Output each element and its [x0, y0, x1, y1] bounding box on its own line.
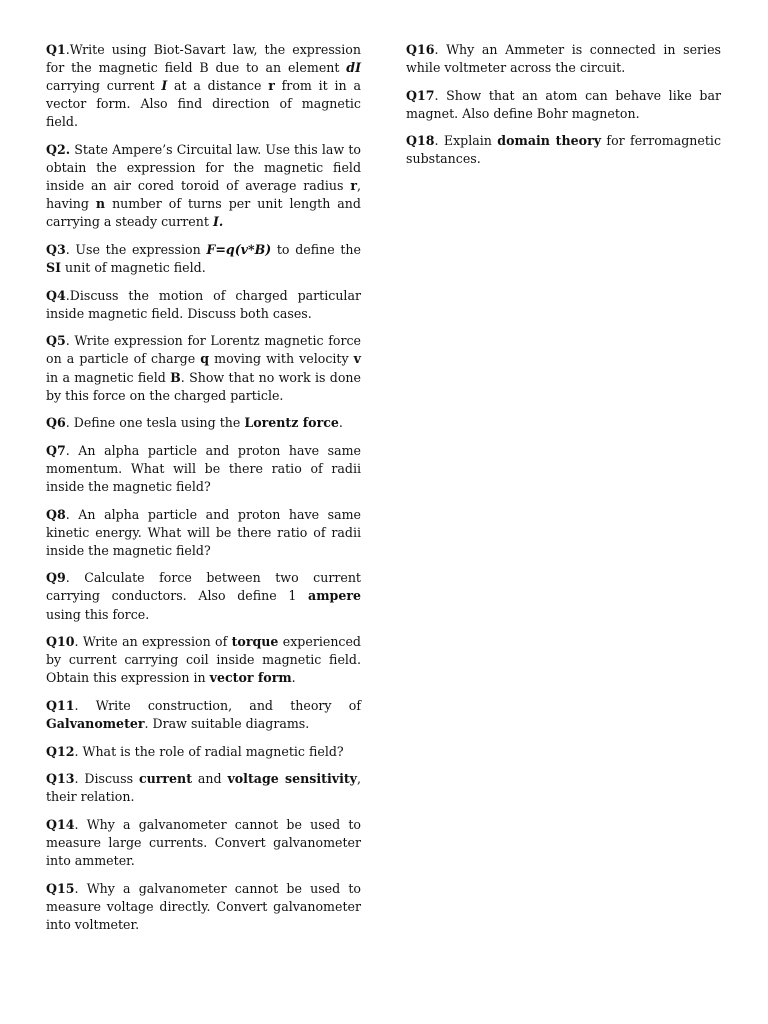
- question-number: Q1: [46, 42, 66, 57]
- question-number: Q17: [406, 87, 435, 103]
- question-q2: [46, 141, 361, 231]
- question-number: Q9: [46, 570, 66, 586]
- question-q7: [46, 442, 361, 496]
- emphasis-text: q: [200, 351, 210, 367]
- emphasis-text: F=q(v*B): [206, 241, 272, 257]
- emphasis-text: Lorentz force: [244, 415, 339, 431]
- question-q6: [46, 414, 361, 432]
- question-text: .Discuss the motion of charged particular inside magnetic field. Discuss both cases.: [46, 287, 361, 321]
- question-number: Q14: [46, 816, 75, 832]
- question-q15: [46, 880, 361, 934]
- emphasis-text: r: [268, 78, 275, 94]
- question-text: . Show that an atom can behave like bar magnet. Also define Bohr magneton.: [406, 87, 721, 121]
- question-text: at a distance: [167, 78, 269, 94]
- question-text: . Show that no work is done by this force on the charged particle.: [46, 369, 361, 403]
- emphasis-text: SI: [46, 260, 61, 276]
- question-text: . Why a galvanometer cannot be used to measure voltage directly. Convert galvanometer into voltmeter.: [46, 880, 361, 932]
- question-text: . Explain: [434, 133, 498, 149]
- emphasis-text: B: [170, 369, 181, 385]
- question-number: Q6: [46, 415, 66, 431]
- left-column: [46, 41, 361, 943]
- question-number: Q7: [46, 442, 66, 458]
- emphasis-text: ampere: [308, 588, 361, 604]
- question-number: Q3: [46, 241, 66, 257]
- question-text: . Discuss: [74, 771, 139, 787]
- emphasis-text: domain theory: [497, 133, 602, 149]
- right-column: [406, 41, 721, 178]
- emphasis-text: vector form: [209, 670, 292, 686]
- question-text: using this force.: [46, 606, 150, 622]
- question-q1: [46, 41, 361, 131]
- question-text: . Use the expression: [65, 241, 207, 257]
- question-text: . Define one tesla using the: [65, 415, 245, 431]
- question-number: Q8: [46, 506, 66, 522]
- question-q13: [46, 770, 361, 806]
- question-q5: [46, 332, 361, 404]
- question-number: Q5: [46, 333, 66, 349]
- question-text: . Calculate force between two current carrying conductors. Also define 1: [46, 570, 361, 604]
- question-number: Q11: [46, 697, 75, 713]
- question-q11: [46, 697, 361, 733]
- emphasis-text: voltage sensitivity: [227, 771, 357, 787]
- question-text: in a magnetic field: [46, 369, 171, 385]
- question-text: to define the: [271, 241, 361, 257]
- question-text: State Ampere’s Circuital law. Use this law to obtain the expression for the magnetic field inside an air cored toroid of average radius: [46, 141, 361, 194]
- emphasis-text: Galvanometer: [46, 716, 145, 731]
- question-q8: [46, 506, 361, 560]
- question-text: . Write expression for Lorentz magnetic force on a particle of charge: [46, 333, 361, 367]
- question-text: experienced by current carrying coil inside magnetic field. Obtain this expression in: [46, 634, 361, 686]
- question-q16: [406, 41, 721, 77]
- question-q17: [406, 87, 721, 123]
- question-number: Q4: [46, 287, 66, 303]
- question-text: . Why an Ammeter is connected in series while voltmeter across the circuit.: [406, 42, 721, 76]
- emphasis-text: dI: [346, 60, 361, 76]
- question-q10: [46, 633, 361, 687]
- question-text: . Draw suitable diagrams.: [144, 716, 310, 731]
- emphasis-text: torque: [231, 634, 279, 650]
- emphasis-text: v: [353, 351, 361, 367]
- emphasis-text: I: [161, 78, 168, 94]
- question-text: . Write an expression of: [74, 634, 232, 650]
- emphasis-text: r: [350, 178, 357, 194]
- question-number: Q15: [46, 880, 75, 896]
- question-text: carrying current: [46, 78, 162, 94]
- question-text: , their relation.: [46, 771, 362, 805]
- question-number: Q10: [46, 634, 75, 650]
- question-text: from it in a vector form. Also find direction of magnetic field.: [46, 78, 361, 130]
- question-text: unit of magnetic field.: [61, 260, 206, 276]
- question-text: and: [192, 771, 228, 787]
- question-q14: [46, 816, 361, 870]
- question-text: .: [291, 670, 296, 686]
- question-text: moving with velocity: [209, 351, 354, 367]
- question-text: . An alpha particle and proton have same momentum. What will be there ratio of radii inside the magnetic field?: [46, 442, 361, 494]
- question-text: . An alpha particle and proton have same kinetic energy. What will be there ratio of radii inside the magnetic field?: [46, 506, 361, 558]
- question-number: Q16: [406, 42, 435, 57]
- question-number: Q18: [406, 133, 435, 149]
- emphasis-text: current: [138, 771, 193, 787]
- question-q18: [406, 132, 721, 168]
- question-number: Q12: [46, 743, 75, 759]
- emphasis-text: I.: [212, 214, 224, 230]
- question-q9: [46, 569, 361, 623]
- question-text: , having: [46, 178, 361, 212]
- question-text: for ferromagnetic substances.: [406, 133, 721, 167]
- question-text: number of turns per unit length and carrying a steady current: [46, 196, 361, 230]
- question-text: .Write using Biot-Savart law, the expression for the magnetic field B due to an element: [46, 42, 361, 76]
- question-q4: [46, 287, 361, 323]
- question-q3: [46, 241, 361, 277]
- question-text: . What is the role of radial magnetic field?: [74, 743, 344, 759]
- emphasis-text: n: [95, 196, 106, 212]
- question-q12: [46, 743, 361, 761]
- question-number: Q2.: [46, 141, 71, 157]
- question-number: Q13: [46, 771, 75, 787]
- question-text: . Write construction, and theory of: [74, 697, 361, 713]
- question-text: .: [338, 415, 343, 431]
- question-text: . Why a galvanometer cannot be used to measure large currents. Convert galvanometer into ammeter.: [46, 816, 361, 869]
